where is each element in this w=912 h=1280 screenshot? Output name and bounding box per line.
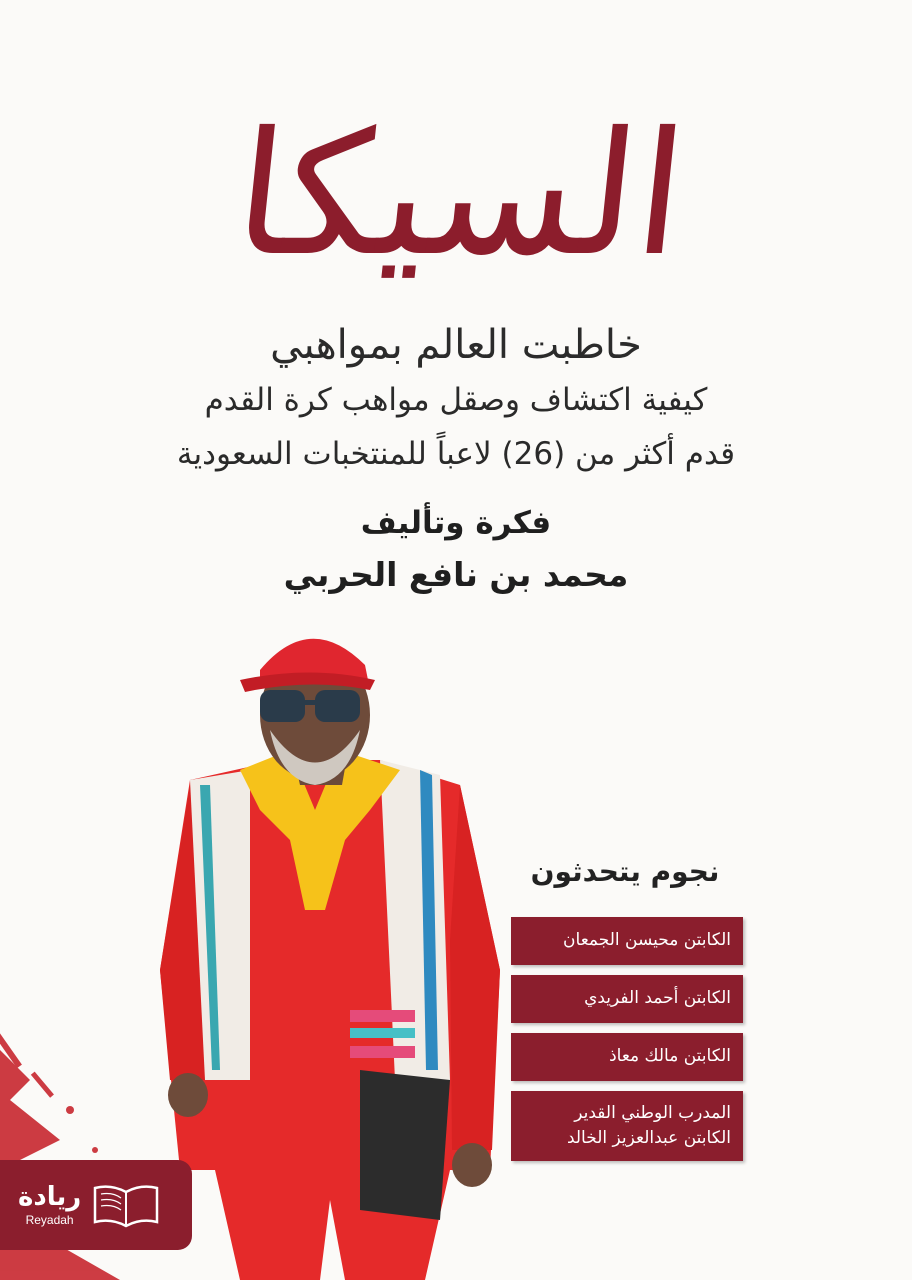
star-item	[511, 1033, 743, 1081]
author-label: فكرة وتأليف	[360, 505, 552, 541]
book-subtitle: خاطبت العالم بمواهبي	[270, 322, 642, 368]
star-name: الكابتن عبدالعزيز الخالد	[566, 1128, 731, 1148]
star-name: الكابتن مالك معاذ	[609, 1046, 731, 1067]
star-title: المدرب الوطني القدير	[574, 1102, 731, 1123]
author-name: محمد بن نافع الحربي	[283, 555, 629, 594]
tagline-1: كيفية اكتشاف وصقل مواهب كرة القدم	[204, 382, 708, 418]
star-name: الكابتن أحمد الفريدي	[584, 988, 731, 1009]
book-title: السيكا	[225, 96, 695, 294]
publisher-name-en: Reyadah	[25, 1212, 74, 1227]
star-item	[511, 917, 743, 965]
tagline-2: قدم أكثر من (26) لاعباً للمنتخبات السعودية	[176, 436, 736, 472]
star-item	[511, 975, 743, 1023]
open-book-icon	[91, 1180, 161, 1230]
publisher-logo	[0, 1160, 192, 1250]
star-item	[511, 1091, 743, 1161]
publisher-name-ar: ريادة	[18, 1181, 82, 1212]
stars-heading: نجوم يتحدثون	[530, 855, 720, 888]
publisher-name	[18, 1181, 82, 1227]
star-name: الكابتن محيسن الجمعان	[563, 930, 731, 951]
